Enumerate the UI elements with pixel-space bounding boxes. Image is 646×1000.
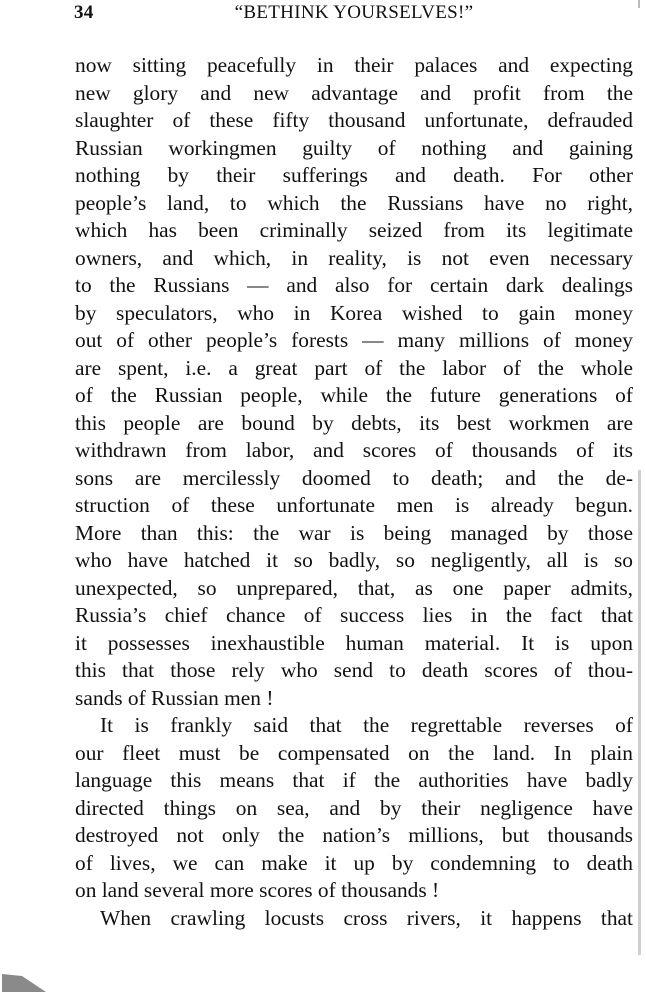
text-line: slaughter of these fifty thousand unfortunate, defrauded: [75, 108, 633, 132]
text-line: it possesses inexhaustible human material. It is upon: [75, 630, 633, 655]
text-line: unexpected, so unprepared, that, as one paper admits,: [75, 575, 633, 600]
text-line: our fleet must be compensated on the land. In plain: [75, 740, 633, 765]
text-line: which has been criminally seized from its legitimate: [75, 218, 633, 242]
body-text: [75, 52, 633, 932]
text-line: More than this: the war is being managed by those: [75, 520, 633, 545]
text-line: to the Russians — and also for certain dark dealings: [75, 273, 633, 297]
text-line: destroyed not only the nation’s millions, but thousands: [75, 823, 633, 847]
text-line: withdrawn from labor, and scores of thousands of its: [75, 438, 633, 462]
text-line: people’s land, to which the Russians have no right,: [75, 190, 633, 215]
text-line: Russian workingmen guilty of nothing and gaining: [75, 135, 633, 160]
text-line: now sitting peacefully in their palaces and expecting: [75, 53, 633, 77]
text-line: directed things on sea, and by their negligence have: [75, 795, 633, 820]
text-line: It is frankly said that the regrettable reverses of: [100, 713, 633, 737]
text-line: of lives, we can make it up by condemning to death: [75, 850, 633, 875]
running-title: “BETHINK YOURSELVES!”: [234, 2, 474, 23]
page-corner-wedge-icon: [0, 970, 46, 992]
text-line: language this means that if the authorities have badly: [75, 768, 633, 792]
text-line: sons are mercilessly doomed to death; and the de-: [75, 465, 633, 490]
text-line: nothing by their sufferings and death. For other: [75, 163, 633, 187]
text-line: Russia’s chief chance of success lies in the fact that: [75, 603, 633, 627]
text-line: this people are bound by debts, its best workmen are: [75, 410, 633, 435]
text-line: on land several more scores of thousands !: [75, 878, 440, 902]
text-line: of the Russian people, while the future generations of: [75, 383, 633, 407]
text-line: When crawling locusts cross rivers, it happens that: [100, 905, 633, 930]
text-line: struction of these unfortunate men is already begun.: [75, 493, 633, 517]
page-number: 34: [74, 2, 94, 23]
text-line: this that those rely who send to death scores of thou-: [75, 658, 633, 682]
text-line: out of other people’s forests — many millions of money: [75, 328, 633, 352]
scan-edge-mark: [638, 0, 640, 8]
text-line: are spent, i.e. a great part of the labor of the whole: [75, 355, 633, 380]
text-line: new glory and new advantage and profit from the: [75, 80, 633, 105]
text-line: by speculators, who in Korea wished to gain money: [75, 300, 633, 325]
page-edge-shadow: [638, 470, 641, 955]
page-header: [74, 2, 634, 30]
text-line: sands of Russian men !: [75, 685, 274, 710]
text-line: who have hatched it so badly, so negligently, all is so: [75, 548, 633, 572]
text-line: owners, and which, in reality, is not even necessary: [75, 245, 633, 270]
